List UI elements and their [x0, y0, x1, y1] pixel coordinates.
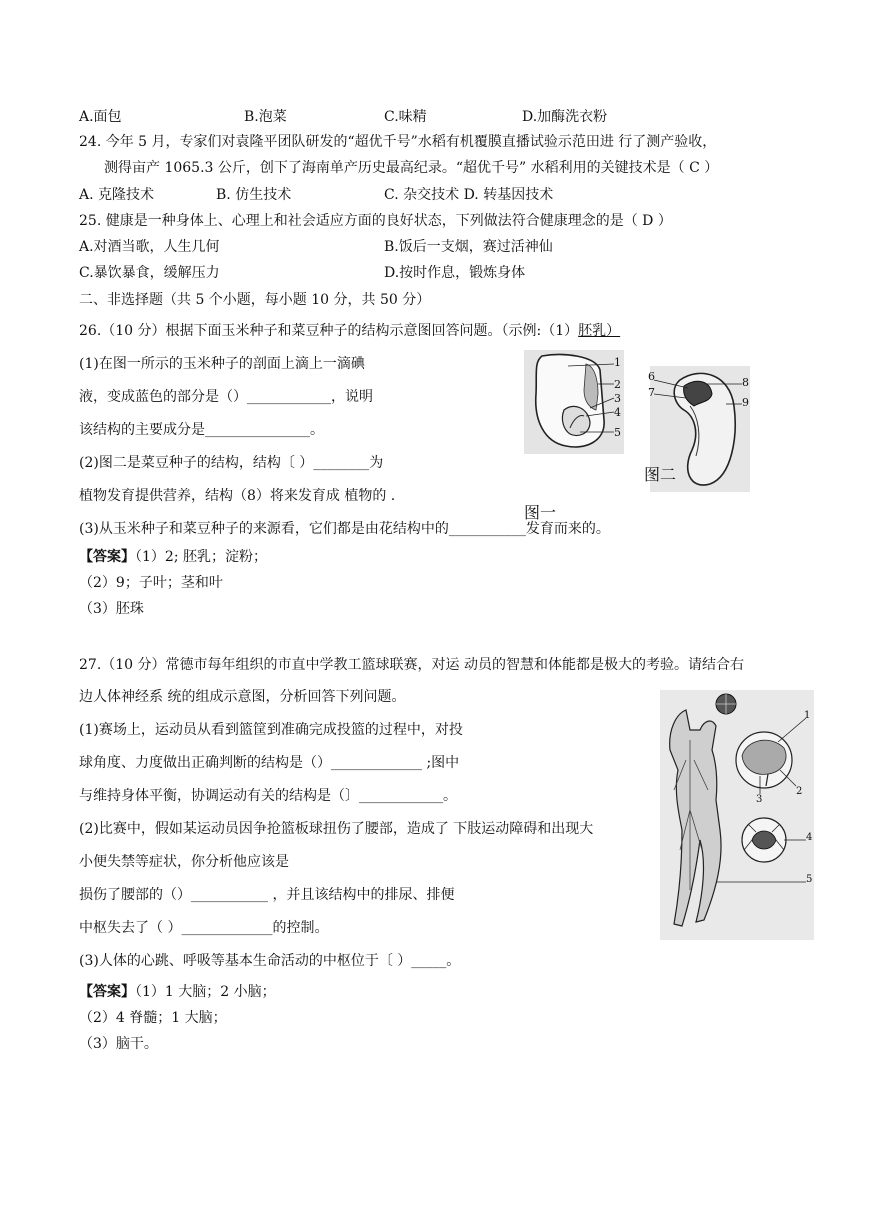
fig1-label-5: 5 [614, 426, 621, 439]
q26-answer-3: （3）胚珠 [79, 601, 144, 617]
fig1-label-1: 1 [614, 356, 621, 369]
q27-answer-3: （3）脑干。 [79, 1036, 158, 1052]
q27-part2-line3: 损伤了腰部的（）___________ ，并且该结构中的排尿、排便 [79, 887, 455, 903]
q27-part1-line3: 与维持身体平衡，协调运动有关的结构是（〕____________。 [79, 788, 457, 804]
q23-option-b: B.泡菜 [244, 109, 287, 125]
q25-option-a: A.对酒当歌，人生几何 [79, 239, 220, 255]
q26-part1-line2: 液，变成蓝色的部分是（）____________，说明 [79, 389, 373, 405]
q26-part3: (3)从玉米种子和菜豆种子的来源看，它们都是由花结构中的___________发育而来的。 [79, 521, 610, 537]
q23-option-d: D.加酶洗衣粉 [522, 109, 608, 125]
q27-part1-line1: (1)赛场上，运动员从看到篮筐到准确完成投篮的过程中，对投 [79, 722, 463, 738]
q26-part2-line1: (2)图二是菜豆种子的结构，结构〔 ）________为 [79, 455, 384, 471]
q27-stem-line2: 边人体神经系 统的组成示意图，分析回答下列问题。 [79, 689, 406, 705]
q26-stem-example: 胚乳） [578, 323, 621, 339]
q24-stem-line2: 测得亩产 1065.3 公斤，创下了海南单产历史最高纪录。“超优千号” 水稻利用的关键技术是（ C ） [104, 160, 719, 176]
q27-part2-line4: 中枢失去了（ ）_____________的控制。 [79, 920, 329, 936]
q27-answer-2: （2）4 脊髓；1 大脑； [79, 1010, 227, 1026]
q25-option-b: B.饭后一支烟，赛过活神仙 [384, 239, 553, 255]
q23-option-c: C.味精 [384, 109, 427, 125]
q26-answer-1: （1）2; 胚乳；淀粉； [135, 549, 267, 565]
q27-part2-line1: (2)比赛中，假如某运动员因争抢篮板球扭伤了腰部，造成了 下肢运动障碍和出现大 [79, 821, 594, 837]
fig1-label-3: 3 [614, 392, 621, 405]
q25-option-c: C.暴饮暴食，缓解压力 [79, 265, 220, 281]
q26-part1-line1: (1)在图一所示的玉米种子的剖面上滴上一滴碘 [79, 356, 365, 372]
figure-nervous-system [660, 690, 814, 940]
q25-option-d: D.按时作息，锻炼身体 [384, 265, 526, 281]
q26-answer-line1 [79, 548, 267, 566]
fig3-label-5: 5 [806, 874, 813, 885]
corn-seed-diagram [524, 350, 624, 454]
q23-option-a: A.面包 [79, 109, 122, 125]
fig3-label-2: 2 [796, 786, 803, 797]
fig3-label-3: 3 [756, 794, 763, 805]
fig2-label-9: 9 [742, 396, 749, 409]
fig3-label-4: 4 [806, 832, 813, 843]
section-2-heading: 二、非选择题（共 5 个小题，每小题 10 分，共 50 分） [79, 292, 431, 308]
q27-stem-line1: 27.（10 分）常德市每年组织的市直中学教工篮球联赛，对运 动员的智慧和体能都是极大的考验。请结合右 [79, 657, 744, 673]
q27-part1-line2: 球角度、力度做出正确判断的结构是（）_____________ ;图中 [79, 755, 460, 771]
figure-2-caption: 图二 [644, 465, 677, 484]
fig2-label-6: 6 [648, 370, 655, 383]
q27-answer-line1 [79, 983, 276, 1001]
q26-part1-line3: 该结构的主要成分是_______________。 [79, 422, 324, 438]
q24-option-a: A. 克隆技术 [79, 187, 155, 203]
figure-1-corn-seed [524, 350, 624, 454]
fig1-label-4: 4 [614, 406, 621, 419]
q26-answer-2: （2）9；子叶；茎和叶 [79, 575, 223, 591]
fig1-label-2: 2 [614, 378, 621, 391]
q26-part2-line2: 植物发育提供营养，结构（8）将来发育成 植物的 . [79, 488, 396, 504]
q24-option-b: B. 仿生技术 [216, 187, 292, 203]
q25-stem: 25. 健康是一种身体上、心理上和社会适应方面的良好状态，下列做法符合健康理念的是（ D ） [79, 213, 672, 229]
fig3-label-1: 1 [804, 710, 811, 721]
figure-1-caption: 图一 [524, 503, 557, 522]
nervous-system-diagram [660, 690, 814, 940]
q26-stem [79, 322, 620, 340]
q24-stem-line1: 24. 今年 5 月，专家们对袁隆平团队研发的“超优千号”水稻有机覆膜直播试验示范田进 行了测产验收， [79, 134, 717, 150]
fig2-label-7: 7 [648, 386, 655, 399]
fig2-label-8: 8 [742, 376, 749, 389]
q27-answer-label: 【答案】 [79, 984, 135, 1000]
q27-part3: (3)人体的心跳、呼吸等基本生命活动的中枢位于〔 ）_____。 [79, 953, 461, 969]
q27-part2-line2: 小便失禁等症状，你分析他应该是 [79, 854, 289, 870]
q24-option-cd: C. 杂交技术 D. 转基因技术 [384, 187, 554, 203]
q27-answer-1: （1）1 大脑；2 小脑； [135, 984, 276, 1000]
q26-stem-text: 26.（10 分）根据下面玉米种子和菜豆种子的结构示意图回答问题。（示例:（1） [79, 323, 579, 339]
q26-answer-label: 【答案】 [79, 549, 135, 565]
